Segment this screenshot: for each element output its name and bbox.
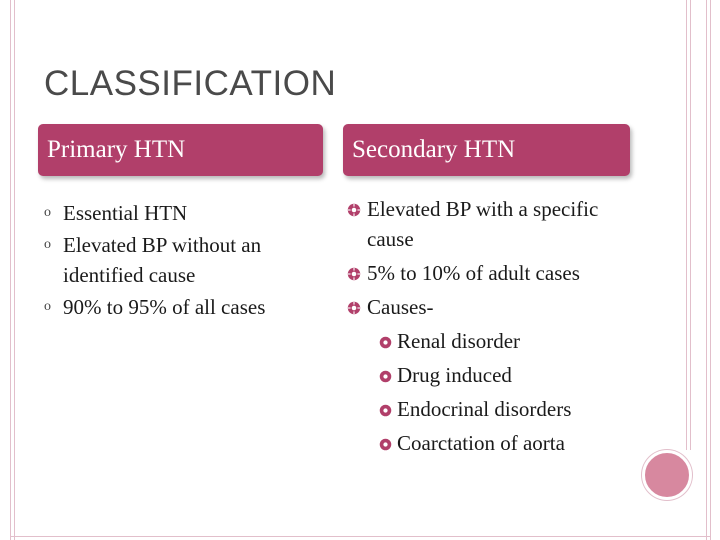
primary-htn-header — [38, 124, 323, 176]
secondary-htn-header-label: Secondary HTN — [352, 136, 516, 163]
list-item — [44, 198, 334, 228]
list-item-text: 5% to 10% of adult cases — [367, 261, 580, 285]
list-item-text: 90% to 95% of all cases — [63, 295, 266, 319]
gear-bullet-icon — [379, 404, 392, 417]
list-item-text: Drug induced — [397, 363, 512, 387]
circle-bullet-icon: o — [44, 205, 51, 220]
decorative-circle — [642, 450, 692, 500]
frame-line — [10, 0, 11, 540]
frame-line — [686, 0, 687, 450]
frame-line — [14, 0, 15, 540]
list-item-text: Coarctation of aorta — [397, 431, 565, 455]
frame-line — [706, 0, 707, 540]
gear-bullet-icon — [347, 203, 361, 217]
slide-title: CLASSIFICATION — [44, 64, 337, 103]
gear-bullet-icon — [379, 370, 392, 383]
gear-bullet-icon — [347, 267, 361, 281]
list-item — [345, 194, 645, 254]
causes-list — [345, 326, 645, 458]
gear-bullet-icon — [379, 336, 392, 349]
list-item — [345, 258, 645, 288]
list-item — [345, 394, 645, 424]
frame-line — [690, 0, 691, 450]
list-item-text: Renal disorder — [397, 329, 521, 353]
list-item — [345, 326, 645, 356]
list-item-text: Causes- — [367, 295, 434, 319]
gear-bullet-icon — [379, 438, 392, 451]
circle-bullet-icon: o — [44, 237, 51, 252]
list-item — [44, 230, 334, 290]
list-item — [345, 292, 645, 458]
primary-htn-header-label: Primary HTN — [47, 136, 186, 163]
frame-line — [710, 0, 711, 540]
list-item-text: Endocrinal disorders — [397, 397, 572, 421]
gear-bullet-icon — [347, 301, 361, 315]
list-item-text: Elevated BP without an identified cause — [63, 233, 262, 287]
list-item — [345, 428, 645, 458]
list-item — [44, 292, 334, 322]
list-item — [345, 360, 645, 390]
secondary-htn-list — [345, 194, 645, 462]
frame-line — [10, 536, 710, 537]
secondary-htn-header — [343, 124, 630, 176]
primary-htn-list — [44, 198, 334, 324]
list-item-text: Essential HTN — [63, 201, 188, 225]
circle-bullet-icon: o — [44, 299, 51, 314]
list-item-text: Elevated BP with a specific cause — [367, 197, 599, 251]
